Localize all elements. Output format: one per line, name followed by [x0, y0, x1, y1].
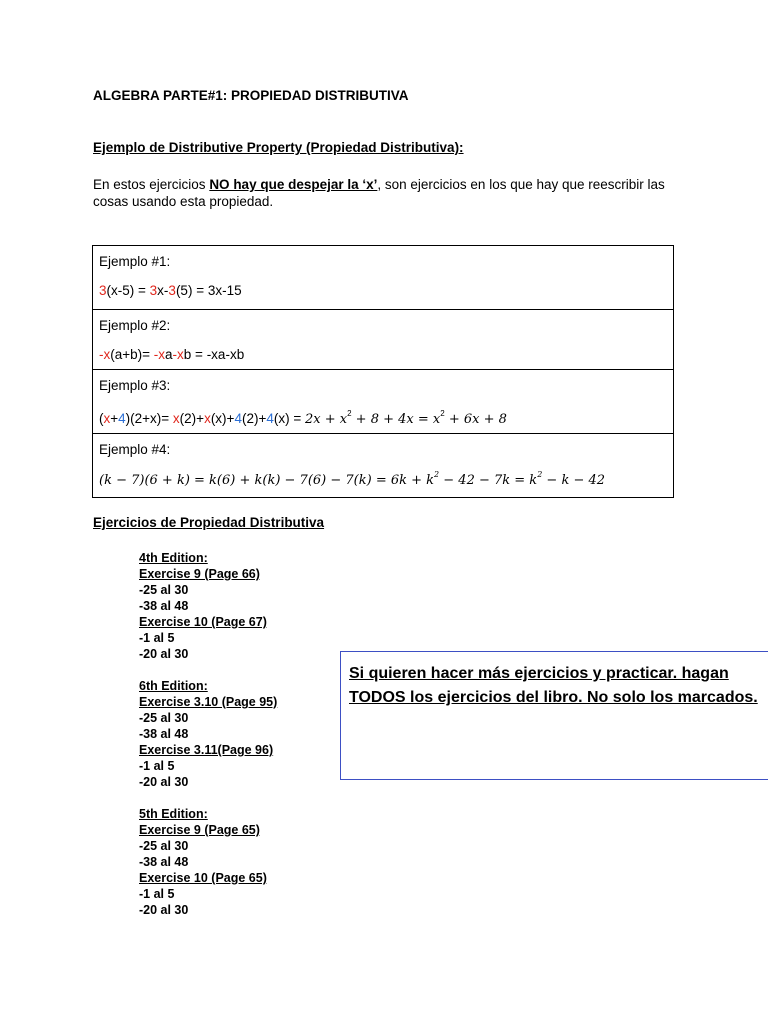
exercise-title: Exercise 3.11(Page 96)	[139, 743, 274, 757]
exercise-title: Exercise 10 (Page 65)	[139, 871, 267, 885]
intro-text-end: , son ejercicios en los que hay que reescribir las cosas usando esta propiedad.	[93, 177, 665, 209]
expr-segment: 2	[347, 409, 352, 418]
example-3-expression	[99, 409, 667, 427]
expr-segment: -x	[153, 347, 166, 362]
expr-segment: x	[103, 411, 111, 426]
exercise-list	[139, 550, 277, 918]
exercises-heading: Ejercicios de Propiedad Distributiva	[93, 515, 325, 530]
expr-segment: (x)+	[210, 411, 235, 426]
expr-segment: (2)+	[179, 411, 205, 426]
intro-emphasis: NO hay que despejar la ‘x’	[209, 177, 378, 192]
expr-segment: b = -xa-xb	[183, 347, 245, 362]
exercise-range: -20 al 30	[139, 903, 189, 917]
expr-segment: 4	[266, 411, 274, 426]
exercise-range: -25 al 30	[139, 583, 189, 597]
exercise-range: -20 al 30	[139, 647, 189, 661]
example-3-label: Ejemplo #3:	[99, 378, 171, 393]
exercise-range: -38 al 48	[139, 855, 189, 869]
practice-note: Si quieren hacer más ejercicios y practicar. hagan TODOS los ejercicios del libro. No solo los marcados.	[340, 651, 768, 780]
example-1-expression	[99, 283, 667, 298]
expr-segment: (k − 7)(6 + k) = k(6) + k(k) − 7(6) − 7(k) = 6k + k	[99, 473, 435, 488]
exercise-range: -25 al 30	[139, 711, 189, 725]
expr-segment: 2x + x	[305, 412, 348, 427]
expr-segment: (x-5) =	[106, 283, 150, 298]
expr-segment: x	[172, 411, 180, 426]
exercise-range: -1 al 5	[139, 887, 175, 901]
example-2-expression	[99, 347, 667, 362]
expr-segment: − 42 − 7k = k	[439, 473, 538, 488]
expr-segment: -x	[172, 347, 184, 362]
expr-segment: (	[99, 411, 104, 426]
expr-segment: (a+b)=	[110, 347, 154, 362]
example-4-label: Ejemplo #4:	[99, 442, 171, 457]
example-1	[93, 246, 673, 309]
edition-heading: 4th Edition:	[139, 551, 208, 565]
exercise-title: Exercise 10 (Page 67)	[139, 615, 267, 629]
expr-segment: )(2+x)=	[125, 411, 173, 426]
exercise-title: Exercise 9 (Page 65)	[139, 823, 260, 837]
example-3	[93, 369, 673, 433]
expr-segment: (2)+	[241, 411, 267, 426]
exercise-range: -38 al 48	[139, 727, 189, 741]
exercise-range: -20 al 30	[139, 775, 189, 789]
expr-segment: 2	[440, 409, 445, 418]
expr-segment: x-	[157, 283, 169, 298]
example-subtitle: Ejemplo de Distributive Property (Propiedad Distributiva):	[93, 140, 464, 155]
expr-segment: x	[204, 411, 211, 426]
exercise-range: -38 al 48	[139, 599, 189, 613]
expr-segment: (x) =	[273, 411, 305, 426]
exercise-range: -1 al 5	[139, 631, 175, 645]
exercise-title: Exercise 9 (Page 66)	[139, 567, 260, 581]
example-4-expression	[99, 470, 667, 488]
edition-heading: 6th Edition:	[139, 679, 208, 693]
page-title: ALGEBRA PARTE#1: PROPIEDAD DISTRIBUTIVA	[93, 88, 409, 103]
intro-text-start: En estos ejercicios	[93, 177, 210, 192]
expr-segment: + 6x + 8	[444, 412, 507, 427]
exercise-range: -25 al 30	[139, 839, 189, 853]
expr-segment: 4	[234, 411, 242, 426]
expr-segment: +	[110, 411, 119, 426]
expr-segment: 3	[149, 283, 158, 298]
edition-heading: 5th Edition:	[139, 807, 208, 821]
expr-segment: − k − 42	[542, 473, 606, 488]
expr-segment: 3	[168, 283, 176, 298]
intro-paragraph	[93, 176, 683, 210]
expr-segment: 3	[99, 283, 107, 298]
example-4	[93, 433, 673, 497]
expr-segment: 4	[118, 411, 126, 426]
example-1-label: Ejemplo #1:	[99, 254, 171, 269]
expr-segment: a	[165, 347, 173, 362]
exercise-title: Exercise 3.10 (Page 95)	[139, 695, 278, 709]
expr-segment: (5) = 3x-15	[175, 283, 242, 298]
expr-segment: -x	[99, 347, 111, 362]
example-2	[93, 309, 673, 369]
examples-table	[92, 245, 674, 498]
expr-segment: 2	[537, 470, 543, 479]
exercise-range: -1 al 5	[139, 759, 175, 773]
example-2-label: Ejemplo #2:	[99, 318, 171, 333]
expr-segment: 2	[434, 470, 440, 479]
expr-segment: + 8 + 4x = x	[351, 412, 441, 427]
